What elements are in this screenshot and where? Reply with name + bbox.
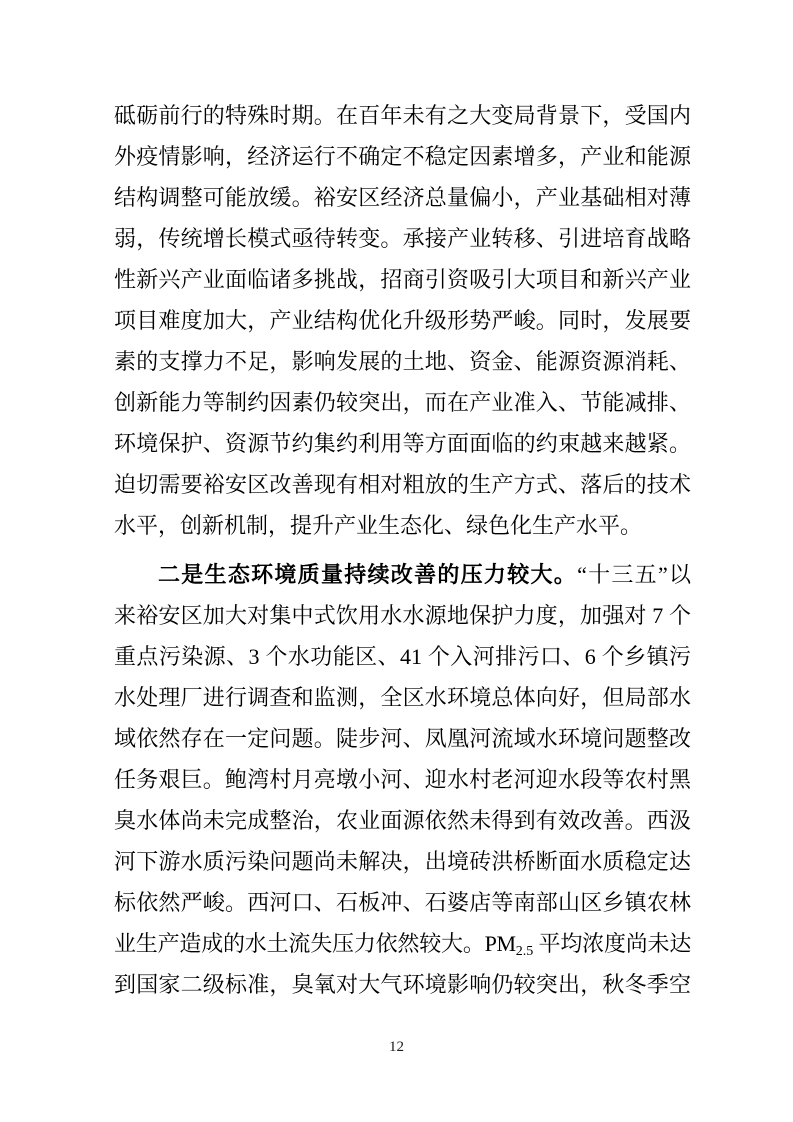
text-line: 臭水体尚未完成整治，农业面源依然未得到有效改善。西汲	[114, 808, 691, 833]
text-line: 河下游水质污染问题尚未解决，出境砖洪桥断面水质稳定达	[114, 849, 691, 874]
text-line: 域依然存在一定问题。陡步河、凤凰河流域水环境问题整改	[114, 726, 691, 751]
text-line: 素的支撑力不足，影响发展的土地、资金、能源资源消耗、	[114, 349, 691, 374]
paragraph-lead-rest: “十三五”以	[577, 562, 691, 587]
pm25-subscript: 2.5	[515, 944, 534, 959]
paragraph-two	[114, 554, 691, 1005]
paragraph-continuation	[114, 95, 691, 546]
text-line: 重点污染源、3 个水功能区、41 个入河排污口、6 个乡镇污	[114, 644, 691, 669]
pm-line-post: 平均浓度尚未达	[533, 931, 691, 956]
paragraph-lead-bold: 二是生态环境质量持续改善的压力较大。	[158, 562, 578, 587]
text-line-lead	[114, 554, 691, 595]
text-line: 标依然严峻。西河口、石板冲、石婆店等南部山区乡镇农林	[114, 890, 691, 915]
text-line: 到国家二级标准，臭氧对大气环境影响仍较突出，秋冬季空	[114, 972, 691, 997]
text-line: 任务艰巨。鲍湾村月亮墩小河、迎水村老河迎水段等农村黑	[114, 767, 691, 792]
text-line: 水处理厂进行调查和监测，全区水环境总体向好，但局部水	[114, 685, 691, 710]
text-line: 项目难度加大，产业结构优化升级形势严峻。同时，发展要	[114, 308, 691, 333]
text-line: 性新兴产业面临诸多挑战，招商引资吸引大项目和新兴产业	[114, 267, 691, 292]
text-line: 来裕安区加大对集中式饮用水水源地保护力度，加强对 7 个	[114, 603, 691, 628]
pm-line-pre: 业生产造成的水土流失压力依然较大。PM	[114, 931, 516, 956]
page-body-text	[114, 95, 691, 1005]
page-number: 12	[389, 1039, 404, 1055]
text-line: 弱，传统增长模式亟待转变。承接产业转移、引进培育战略	[114, 226, 691, 251]
text-line-pm25	[114, 923, 691, 964]
text-line: 结构调整可能放缓。裕安区经济总量偏小，产业基础相对薄	[114, 185, 691, 210]
text-line: 外疫情影响，经济运行不确定不稳定因素增多，产业和能源	[114, 144, 691, 169]
text-line: 迫切需要裕安区改善现有相对粗放的生产方式、落后的技术	[114, 472, 691, 497]
text-line: 水平，创新机制，提升产业生态化、绿色化生产水平。	[114, 513, 643, 538]
text-line: 环境保护、资源节约集约利用等方面面临的约束越来越紧。	[114, 431, 691, 456]
text-line: 砥砺前行的特殊时期。在百年未有之大变局背景下，受国内	[114, 103, 691, 128]
text-line: 创新能力等制约因素仍较突出，而在产业准入、节能减排、	[114, 390, 691, 415]
